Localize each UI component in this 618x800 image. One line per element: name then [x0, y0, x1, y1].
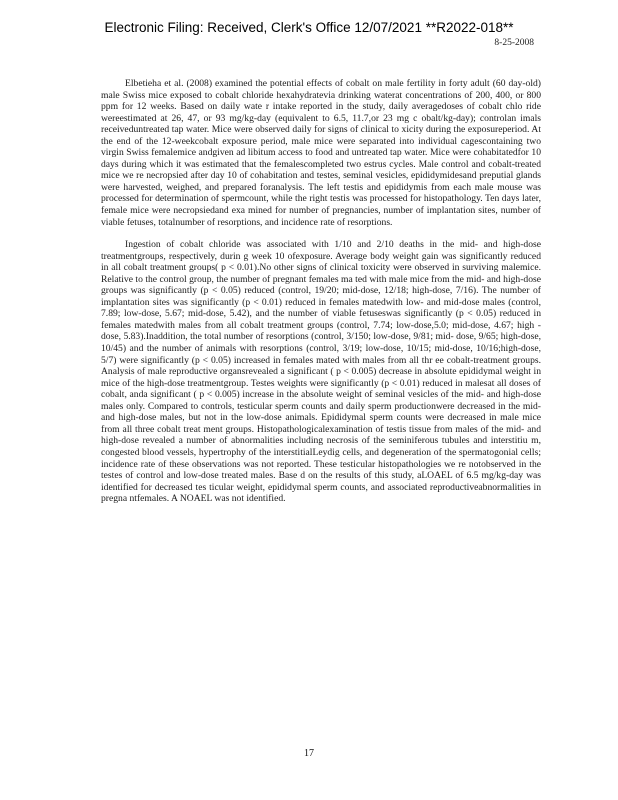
paragraph-study-design: Elbetieha et al. (2008) examined the potential effects of cobalt on male fertility in forty adult (60 day-old) male Swiss mice exposed to cobalt chloride hexahydratevia drinking waterat concentrations of 200, 400, or 800 ppm for 12 weeks. Based on daily wate r intake reported in the study, daily averagedoses of cobalt chlo ride wereestimated at 26, 47, or 93 mg/kg-day (equivalent to 6.5, 11.7,or 23 mg c obalt/kg-day); controlan imals receiveduntreated tap water. Mice were observed daily for signs of clinical to xicity during the exposureperiod. At the end of the 12-weekcobalt exposure period, male mice were separated into individual cagescontaining two virgin Swiss femalemice andgiven ad libitum access to food and untreated tap water. Mice were cohabitatedfor 10 days during which it was estimated that the femalescompleted two estrus cycles. Male control and cobalt-treated mice we re necropsied after day 10 of cohabitation and testes, seminal vesicles, epididymidesand preputial glands were harvested, weighed, and prepared foranalysis. The left testis and epididymis from each male mouse was processed for determination of spermcount, while the right testis was processed for histopathology. Ten days later, female mice were necropsiedand exa mined for number of pregnancies, number of implantation sites, number of viable fetuses, totalnumber of resorptions, and incidence rate of resorptions.: [101, 78, 541, 228]
page-number: 17: [304, 748, 314, 759]
document-date: 8-25-2008: [494, 38, 534, 48]
filing-header: Electronic Filing: Received, Clerk's Office 12/07/2021 **R2022-018**: [104, 20, 514, 35]
document-body: [101, 78, 541, 505]
paragraph-study-results: Ingestion of cobalt chloride was associated with 1/10 and 2/10 deaths in the mid- and high-dose treatmentgroups, respectively, durin g week 10 ofexposure. Average body weight gain was significantly reduced in all cobalt treatment groups( p < 0.01).No other signs of clinical toxicity were observed in surviving malemice. Relative to the control group, the number of pregnant females ma ted with male mice from the mid- and high-dose groups was significantly (p < 0.05) reduced (control, 19/20; mid-dose, 12/18; high-dose, 7/16). The number of implantation sites was significantly (p < 0.01) reduced in females matedwith low- and mid-dose males (control, 7.89; low-dose, 5.67; mid-dose, 5.42), and the number of viable fetuseswas significantly (p < 0.05) reduced in females matedwith males from all cobalt treatment groups (control, 7.74; low-dose,5.0; mid-dose, 4.67; high -dose, 5.83).Inaddition, the total number of resorptions (control, 3/150; low-dose, 9/81; mid- dose, 9/65; high-dose, 10/45) and the number of animals with resorptions (control, 3/19; low-dose, 10/15; mid-dose, 10/16;high-dose, 5/7) were significantly (p < 0.05) increased in females mated with males from all thr ee cobalt-treatment groups. Analysis of male reproductive organsrevealed a significant ( p < 0.005) decrease in absolute epididymal weight in mice of the high-dose treatmentgroup. Testes weights were significantly (p < 0.01) reduced in malesat all doses of cobalt, anda significant ( p < 0.005) increase in the absolute weight of seminal vesicles of the mid- and high-dose males only. Compared to controls, testicular sperm counts and daily sperm productionwere decreased in the mid- and high-dose males, but not in the low-dose animals. Epididymal sperm counts were decreased in male mice from all three cobalt treat ment groups. Histopathologicalexamination of testis tissue from males of the mid- and high-dose revealed a number of abnormalities including necrosis of the seminiferous tubules and interstitiu m, congested blood vessels, hypertrophy of the interstitialLeydig cells, and degeneration of the spermatogonial cells; incidence rate of these observations was not reported. These testicular histopathologies we re notobserved in the testes of control and low-dose treated males. Base d on the results of this study, aLOAEL of 6.5 mg/kg-day was identified for decreased tes ticular weight, epididymal sperm counts, and associated reproductiveabnormalities in pregna ntfemales. A NOAEL was not identified.: [101, 239, 541, 505]
